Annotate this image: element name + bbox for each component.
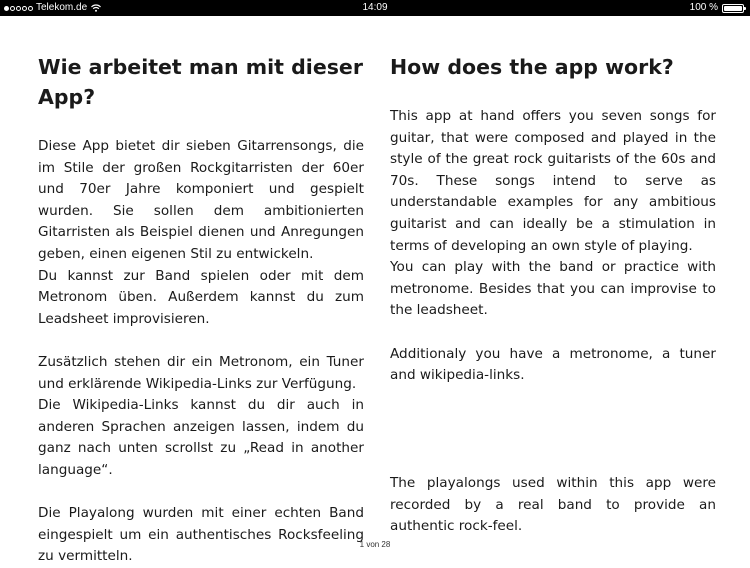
status-bar — [0, 0, 750, 16]
battery-icon — [722, 4, 744, 13]
english-paragraph-3: Additionaly you have a metronome, a tuner and wikipedia-links. — [390, 345, 716, 384]
english-paragraph-1: This app at hand offers you seven songs for guitar, that were composed and played in the style of the great rock guitarists of the 60s and 70s. These songs intend to serve as understandable examples for any ambitious guitarist and can ideally be a stimulation in terms of developing an own style of playing. — [390, 108, 716, 254]
english-column — [390, 52, 716, 538]
german-paragraph-3: Zusätzlich stehen dir ein Metronom, ein Tuner und erklärende Wikipedia-Links zur Verfügung. — [38, 353, 364, 392]
battery-percent: 100 % — [689, 2, 718, 13]
german-paragraph-2: Du kannst zur Band spielen oder mit dem Metronom üben. Außerdem kannst du zum Leadsheet improvisieren. — [38, 267, 364, 327]
english-title: How does the app work? — [390, 55, 674, 79]
english-paragraph-2: You can play with the band or practice with metronome. Besides that you can improvise to the leadsheet. — [390, 259, 716, 319]
english-paragraph-4: The playalongs used within this app were recorded by a real band to provide an authentic rock-feel. — [390, 475, 716, 535]
german-paragraph-5: Die Playalong wurden mit einer echten Band eingespielt um ein authentisches Rocksfeeling zu vermitteln. — [38, 505, 364, 565]
german-paragraph-4: Die Wikipedia-Links kannst du dir auch in anderen Sprachen anzeigen lassen, indem du ganz nach unten scrollst zu „Read in another language“. — [38, 397, 364, 478]
battery-fill — [724, 6, 742, 11]
german-column — [38, 52, 364, 568]
carrier-name: Telekom.de — [36, 2, 88, 13]
german-title: Wie arbeitet man mit dieser App? — [38, 55, 363, 109]
german-paragraph-1: Diese App bietet dir sieben Gitarrensongs, die im Stile der großen Rockgitarristen der 60er und 70er Jahre komponiert und gespielt wurden. Sie sollen dem ambitionierten Gitarristen als Beispiel dienen und Anregungen geben, einen eigenen Stil zu entwickeln. — [38, 138, 364, 262]
status-right — [690, 0, 744, 16]
status-time: 14:09 — [362, 2, 388, 13]
page-indicator: 1 von 28 — [359, 540, 391, 549]
